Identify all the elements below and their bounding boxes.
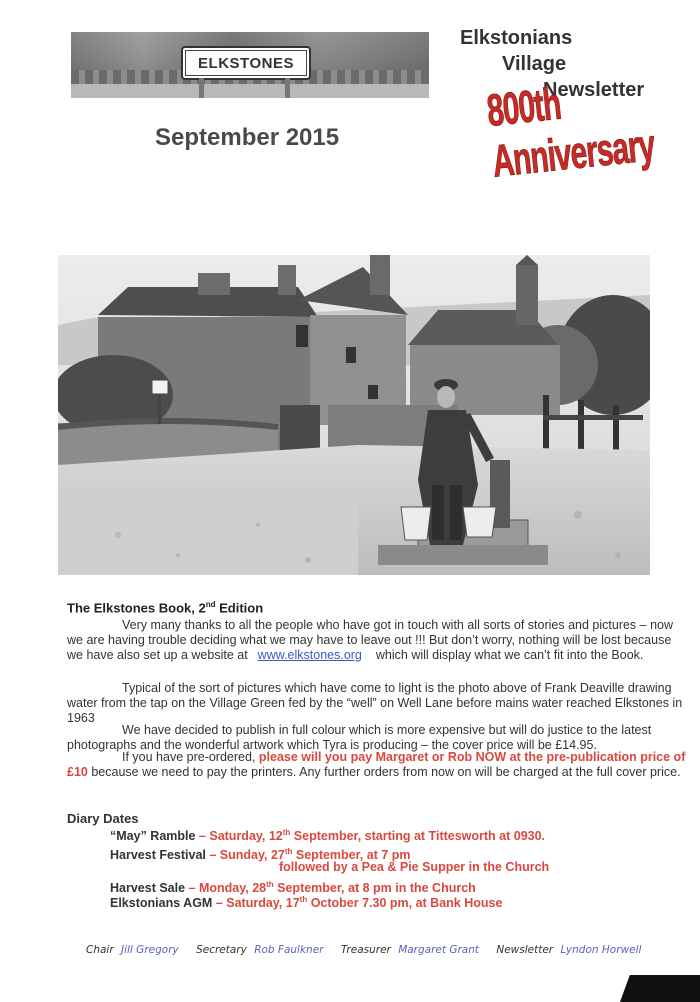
secretary-name: Rob Faulkner (254, 944, 324, 956)
article-paragraph-3: We have decided to publish in full colour which is more expensive but will do justice to the latest photographs and the wonderful artwork which Tyra is producing – the cover price will be £14.95. (67, 723, 652, 752)
article-title-text: The Elkstones Book, 2 (67, 600, 206, 616)
diary-item (110, 825, 545, 844)
treasurer-role: Treasurer (340, 944, 391, 956)
diary-item (110, 892, 502, 911)
village-sign: ELKSTONES (181, 46, 311, 80)
diary-date: – Sunday, 27 (205, 848, 285, 863)
diary-date-sup: th (282, 828, 291, 837)
diary-date-tail: September, at 7 pm (292, 848, 411, 863)
diary-date: – Saturday, 12 (195, 829, 283, 844)
article-title-tail: Edition (215, 600, 264, 616)
chair-role: Chair (86, 944, 114, 956)
photo-illustration (58, 255, 650, 575)
article-paragraph-4 (67, 750, 687, 780)
diary-event: Harvest Festival (110, 848, 206, 863)
header-banner-photo (71, 32, 429, 98)
p4-text-b: because we need to pay the printers. Any further orders from now on will be charged at the full cover price. (91, 765, 681, 779)
diary-date-sup: th (299, 895, 308, 904)
diary-event: Harvest Sale (110, 881, 186, 896)
website-link[interactable]: www.elkstones.org (257, 648, 362, 662)
committee-footer (86, 944, 686, 956)
masthead-line-2: Village (502, 53, 567, 75)
secretary-role: Secretary (196, 944, 247, 956)
banner-grass (71, 84, 429, 98)
diary-event: “May” Ramble (110, 829, 196, 844)
newsletter-role: Newsletter (496, 944, 554, 956)
article-paragraph-2: Typical of the sort of pictures which have come to light is the photo above of Frank Deaville drawing water from the tap on the Village Green fed by the “well” on Well Lane before mains water reached Elkstones in 1963 (67, 681, 683, 725)
village-green-photo (58, 255, 650, 575)
diary-date-sup: th (284, 847, 293, 856)
newsletter-name: Lyndon Horwell (560, 944, 642, 956)
diary-date-tail: September, starting at Tittesworth at 0930. (290, 829, 546, 844)
treasurer-name: Margaret Grant (398, 944, 479, 956)
chair-name: Jill Gregory (121, 944, 179, 956)
scan-edge-shadow (620, 975, 700, 1002)
article-title (67, 600, 263, 615)
article-title-sup: nd (205, 600, 216, 609)
article-paragraph-1 (67, 618, 687, 663)
sign-post-right (285, 78, 290, 98)
p1-text-b: which will display what we can’t fit into the Book. (375, 648, 644, 662)
sign-post-left (199, 78, 204, 98)
p4-text-a: If you have pre-ordered, (122, 750, 256, 764)
masthead-line-1: Elkstonians (460, 27, 573, 49)
diary-title: Diary Dates (67, 811, 139, 826)
p4-highlight: please will you pay Margaret or Rob NOW at the pre-publication price of £10 (67, 750, 686, 779)
diary-date: – Monday, 28 (185, 881, 267, 896)
diary-date: followed by a Pea & Pie Supper in the Church (279, 860, 550, 874)
masthead-line-3: Newsletter (543, 79, 645, 101)
anniversary-logo: 800th Anniversary (484, 79, 657, 188)
diary-event: Elkstonians AGM (110, 896, 213, 911)
p1-text-a: Very many thanks to all the people who have got in touch with all sorts of stories and pictures – now we are having trouble deciding what we may have to leave out !!! But don’t worry, nothing will be lost because we have also set up a website at (67, 618, 674, 662)
diary-date-sup: th (266, 880, 274, 889)
issue-date: September 2015 (155, 124, 340, 151)
diary-item (279, 860, 549, 875)
diary-date-tail: September, at 8 pm in the Church (273, 881, 476, 896)
diary-date: – Saturday, 17 (212, 896, 300, 911)
diary-date-tail: October 7.30 pm, at Bank House (307, 896, 503, 911)
